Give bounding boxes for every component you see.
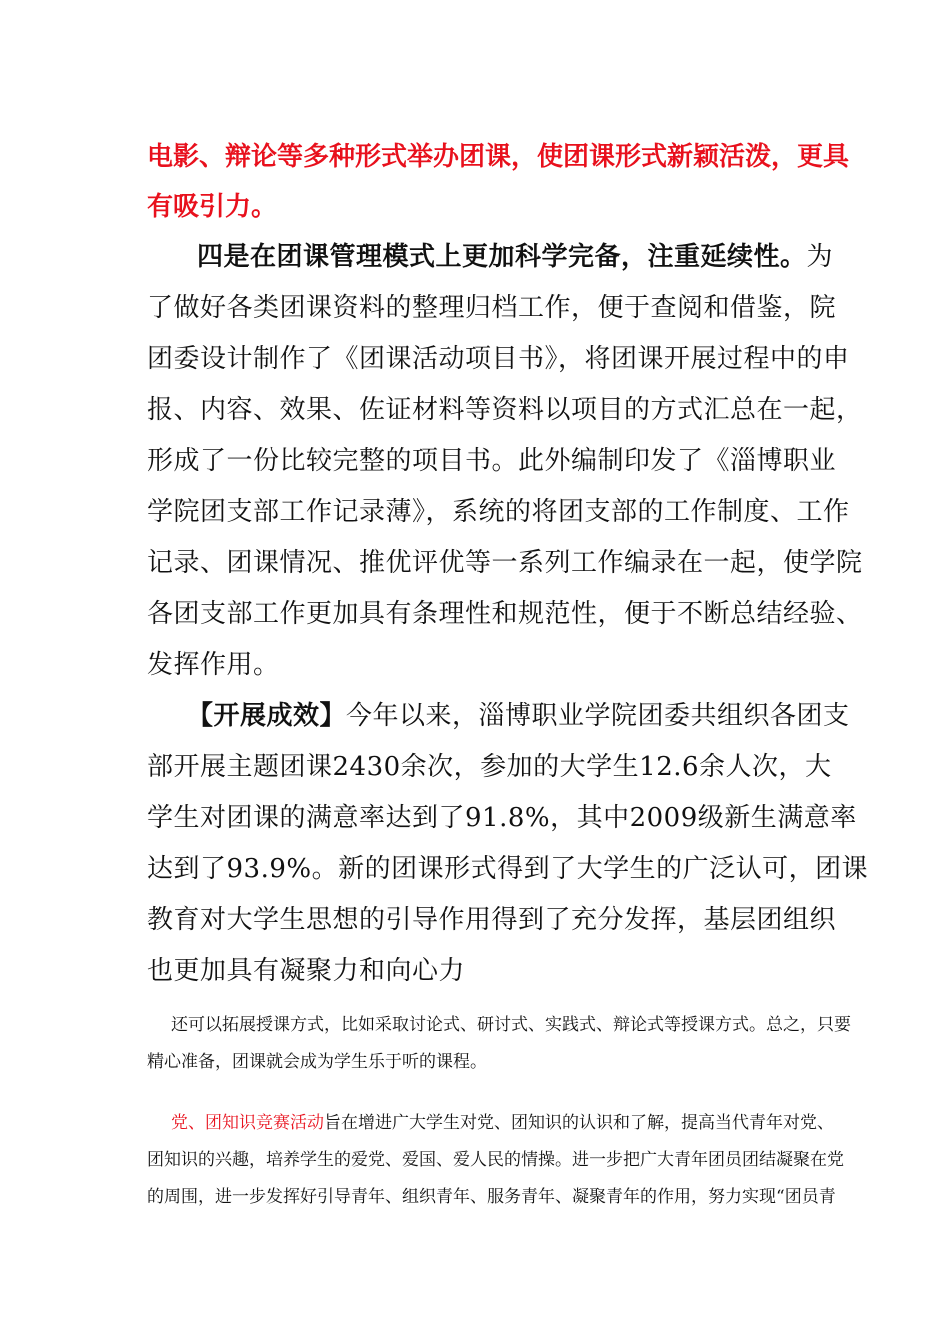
intro-red-line-1: 电影、辩论等多种形式举办团课，使团课形式新颖活泼，更具 <box>147 142 850 172</box>
contest-line: 团知识的兴趣，培养学生的爱党、爱国、爱人民的情操。进一步把广大青年团员团结凝聚在党 <box>147 1150 844 1170</box>
results-heading: 【开展成效】 <box>187 701 347 731</box>
section-four-line: 团委设计制作了《团课活动项目书》，将团课开展过程中的申 <box>147 344 850 374</box>
section-four-heading: 四是在团课管理模式上更加科学完备，注重延续性。 <box>197 242 807 272</box>
section-four-line: 了做好各类团课资料的整理归档工作，便于查阅和借鉴，院 <box>147 293 837 323</box>
results-line: 部开展主题团课2430余次，参加的大学生12.6余人次，大 <box>147 752 832 782</box>
section-four-first-line <box>197 236 833 273</box>
section-four-line: 形成了一份比较完整的项目书。此外编制印发了《淄博职业 <box>147 446 837 476</box>
contest-highlight: 党、团知识竞赛活动 <box>171 1113 324 1133</box>
intro-red-line-2: 有吸引力。 <box>147 192 278 222</box>
contest-first-line <box>171 1108 834 1133</box>
section-four-line: 学院团支部工作记录薄》，系统的将团支部的工作制度、工作 <box>147 497 850 527</box>
results-line: 教育对大学生思想的引导作用得到了充分发挥，基层团组织 <box>147 905 837 935</box>
results-first-line <box>187 695 850 732</box>
results-line-0: 今年以来，淄博职业学院团委共组织各团支 <box>346 701 850 731</box>
section-four-line: 记录、团课情况、推优评优等一系列工作编录在一起，使学院 <box>147 548 863 578</box>
contest-line: 的周围，进一步发挥好引导青年、组织青年、服务青年、凝聚青年的作用，努力实现“团员青 <box>147 1187 836 1207</box>
section-four-line-0: 为 <box>806 242 834 272</box>
methods-line: 精心准备，团课就会成为学生乐于听的课程。 <box>147 1052 487 1072</box>
section-four-line: 各团支部工作更加具有条理性和规范性，便于不断总结经验、 <box>147 599 863 629</box>
contest-line-0: 旨在增进广大学生对党、团知识的认识和了解，提高当代青年对党、 <box>324 1113 834 1133</box>
results-line: 也更加具有凝聚力和向心力 <box>147 956 466 986</box>
methods-line: 还可以拓展授课方式，比如采取讨论式、研讨式、实践式、辩论式等授课方式。总之，只要 <box>171 1015 851 1035</box>
results-line: 达到了93.9%。新的团课形式得到了大学生的广泛认可，团课 <box>147 854 869 884</box>
results-line: 学生对团课的满意率达到了91.8%，其中2009级新生满意率 <box>147 803 857 833</box>
section-four-line: 报、内容、效果、佐证材料等资料以项目的方式汇总在一起， <box>147 395 863 425</box>
section-four-line: 发挥作用。 <box>147 650 280 680</box>
